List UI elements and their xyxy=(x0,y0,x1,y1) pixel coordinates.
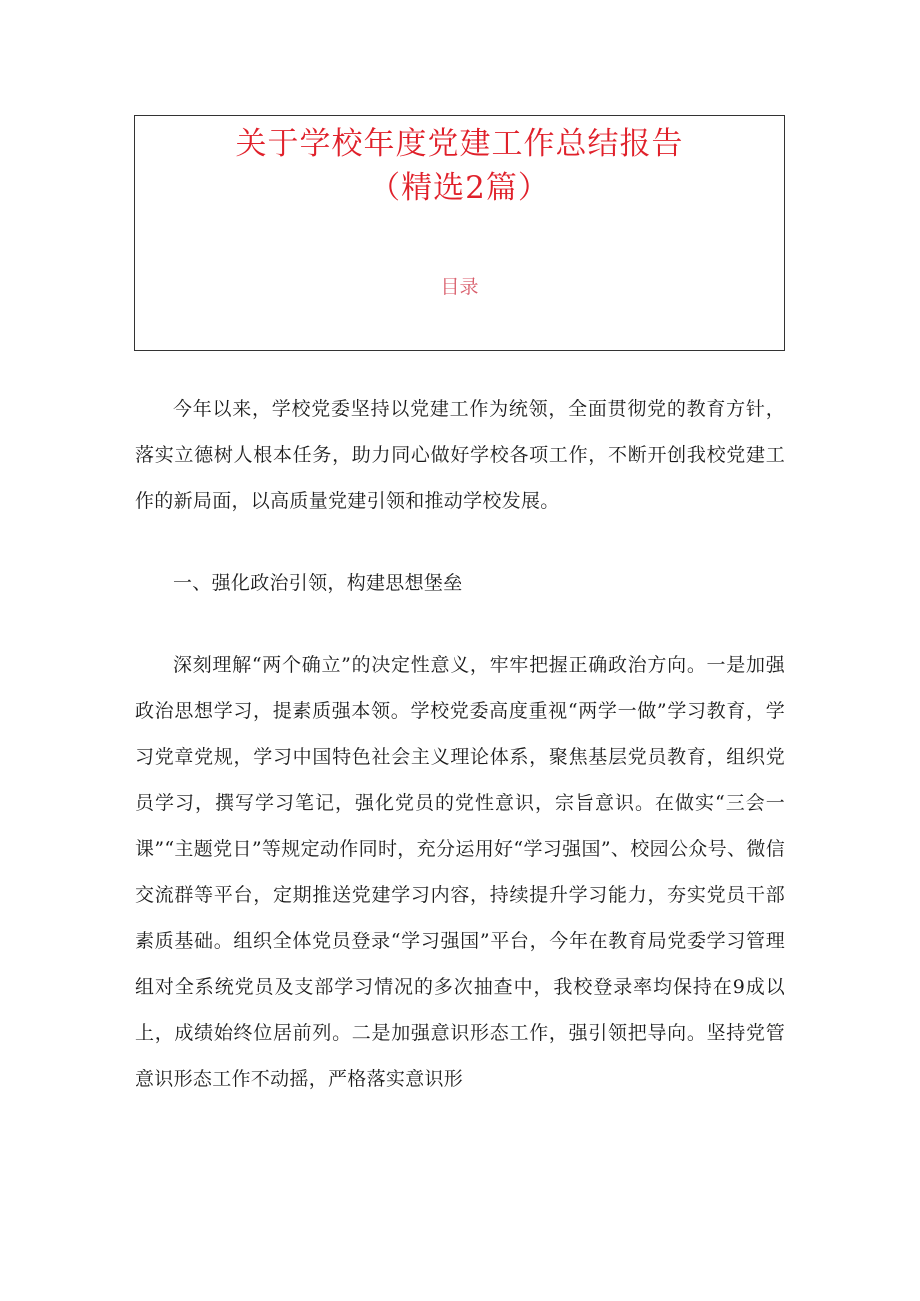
section-heading: 一、强化政治引领，构建思想堡垒 xyxy=(173,572,463,594)
document-body xyxy=(135,386,785,1102)
document-title: 关于学校年度党建工作总结报告 xyxy=(235,126,684,162)
intro-paragraph: 今年以来，学校党委坚持以党建工作为统领，全面贯彻党的教育方针，落实立德树人根本任务，助力同心做好学校各项工作，不断开创我校党建工作的新局面，以高质量党建引领和推动学校发展。 xyxy=(135,398,785,512)
document-subtitle: （精选2篇） xyxy=(369,170,550,206)
section-paragraph: 深刻理解“两个确立”的决定性意义，牢牢把握正确政治方向。一是加强政治思想学习，提素质强本领。学校党委高度重视“两学一做”学习教育，学习党章党规，学习中国特色社会主义理论体系，聚焦基层党员教育，组织党员学习，撰写学习笔记，强化党员的党性意识，宗旨意识。在做实“三会一课”“主题党日”等规定动作同时，充分运用好“学习强国”、校园公众号、微信交流群等平台，定期推送党建学习内容，持续提升学习能力，夯实党员干部素质基础。组织全体党员登录“学习强国”平台，今年在教育局党委学习管理组对全系统党员及支部学习情况的多次抽查中，我校登录率均保持在9成以上，成绩始终位居前列。二是加强意识形态工作，强引领把导向。坚持党管意识形态工作不动摇，严格落实意识形 xyxy=(135,654,785,1090)
toc-label[interactable]: 目录 xyxy=(440,276,479,298)
title-box xyxy=(134,115,785,351)
